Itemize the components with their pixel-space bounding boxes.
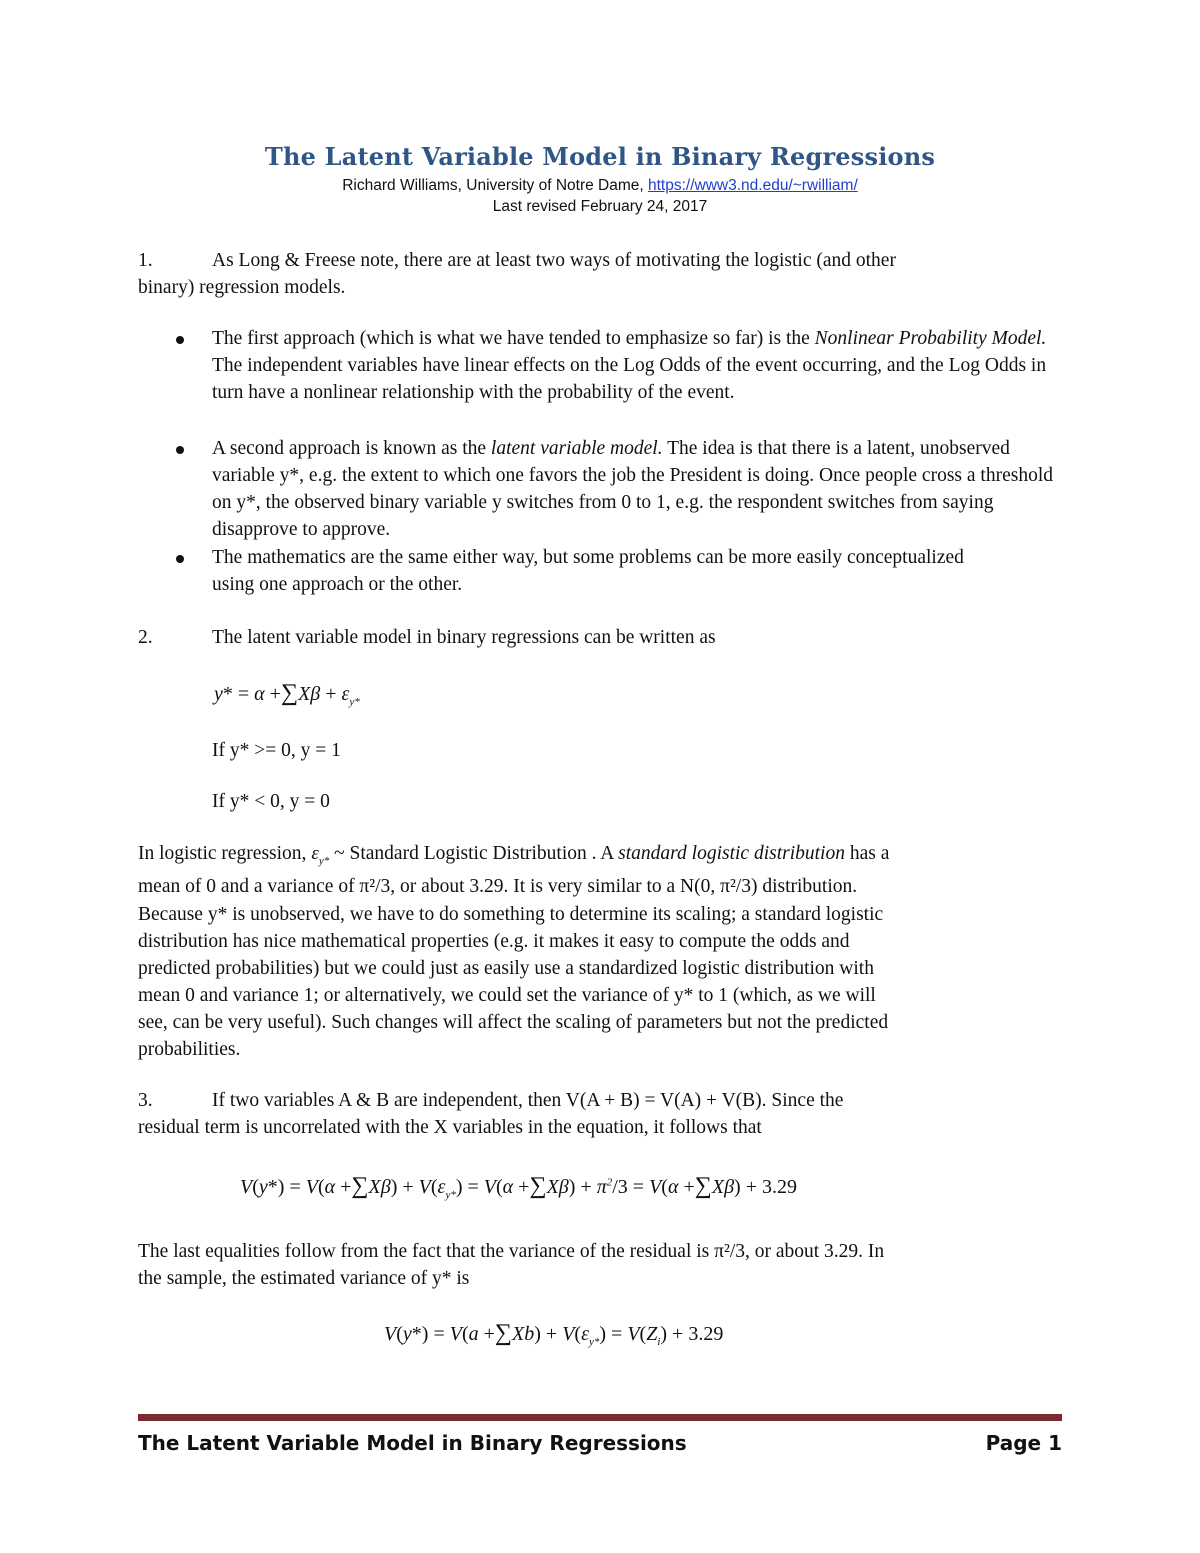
para-emphasis: standard logistic distribution (618, 843, 845, 864)
section-1-line-1: As Long & Freese note, there are at least two ways of motivating the logistic (and other (212, 250, 896, 271)
section-3-after-1: The last equalities follow from the fact that the variance of the residual is π²/3, or about 3.29. In (138, 1241, 885, 1262)
bullet-icon (176, 446, 184, 454)
bullet-item-2 (212, 435, 1062, 543)
section-2-para-line-6: mean 0 and variance 1; or alternatively, we could set the variance of y* to 1 (which, as we will (138, 985, 876, 1006)
section-2-para-line-3: Because y* is unobserved, we have to do something to determine its scaling; a standard logistic (138, 904, 884, 925)
latent-equation: $y* = \alpha +\sum X\beta + \varepsilon_{y*}$ (214, 680, 360, 708)
revision-date: Last revised February 24, 2017 (492, 198, 708, 215)
para-text-3: has a (844, 843, 890, 864)
author-text: Richard Williams, University of Notre Dame, (342, 177, 648, 194)
para-text-2: ~ Standard Logistic Distribution . A (329, 843, 619, 864)
section-3-line-1: If two variables A & B are independent, then V(A + B) = V(A) + V(B). Since the (212, 1090, 844, 1111)
section-2-para-line-5: predicted probabilities) but we could just as easily use a standardized logistic distribution with (138, 958, 874, 979)
author-url-link[interactable]: https://www3.nd.edu/~rwilliam/ (648, 177, 858, 194)
section-1-number: 1. (138, 250, 153, 271)
bullet-2-emphasis: latent variable model. (490, 438, 663, 459)
section-2-para-line-8: probabilities. (138, 1039, 241, 1060)
section-2-intro: The latent variable model in binary regressions can be written as (212, 627, 716, 648)
epsilon-symbol: $\varepsilon_{y*}$ (311, 843, 330, 867)
bullet-item-1 (212, 325, 1062, 406)
bullet-icon (176, 336, 184, 344)
condition-1: If y* >= 0, y = 1 (212, 740, 341, 761)
condition-2: If y* < 0, y = 0 (212, 791, 330, 812)
bullet-2-text: A second approach is known as the (212, 438, 491, 459)
sample-variance-constant: 3.29 (688, 1323, 724, 1345)
section-2-para-line-1 (138, 840, 1068, 875)
bullet-1-text: The first approach (which is what we have tended to emphasize so far) is the (212, 328, 815, 349)
footer-title: The Latent Variable Model in Binary Regressions (138, 1431, 687, 1455)
page-title: The Latent Variable Model in Binary Regressions (264, 142, 936, 171)
bullet-3-text: The mathematics are the same either way, but some problems can be more easily conceptualized using one approach or the other. (212, 547, 964, 595)
section-3-number: 3. (138, 1090, 153, 1111)
variance-equation: $V(y*) = V(\alpha +\sum X\beta) + V(\varepsilon_{y*}) = V(\alpha +\sum X\beta) + \pi^2/3 = V(\alpha +\sum X\beta) + 3.29$ (240, 1173, 797, 1201)
section-2-number: 2. (138, 627, 153, 648)
section-2-para-line-7: see, can be very useful). Such changes will affect the scaling of parameters but not the predicted (138, 1012, 889, 1033)
section-2-para-line-4: distribution has nice mathematical properties (e.g. it makes it easy to compute the odds and (138, 931, 850, 952)
bullet-item-3 (212, 544, 992, 598)
author-line (0, 177, 1200, 195)
bullet-1-rest: The independent variables have linear effects on the Log Odds of the event occurring, and the Log Odds in turn have a nonlinear relationship with the probability of the event. (212, 355, 1047, 403)
section-2-para-line-2: mean of 0 and a variance of π²/3, or about 3.29. It is very similar to a N(0, π²/3) distribution. (138, 876, 858, 897)
section-1-line-2: binary) regression models. (138, 277, 346, 298)
footer-divider (138, 1414, 1062, 1421)
bullet-1-emphasis: Nonlinear Probability Model. (814, 328, 1047, 349)
footer-page-number: Page 1 (985, 1431, 1062, 1455)
sample-variance-equation: $V(y*) = V(a +\sum Xb) + V(\varepsilon_{y*}) = V(Z_i) + 3.29$ (384, 1320, 724, 1348)
bullet-2-rest: The idea is that there is a latent, unobserved variable y*, e.g. the extent to which one favors the job the President is doing. Once people cross a threshold on y*, the observed binary variable y switches from 0 to 1, e.g. the respondent switches from saying disapprove to approve. (212, 438, 1053, 540)
variance-constant: 3.29 (762, 1176, 797, 1198)
section-3-after-2: the sample, the estimated variance of y* is (138, 1268, 470, 1289)
para-text: In logistic regression, (138, 843, 312, 864)
section-3-line-2: residual term is uncorrelated with the X variables in the equation, it follows that (138, 1117, 762, 1138)
bullet-icon (176, 555, 184, 563)
